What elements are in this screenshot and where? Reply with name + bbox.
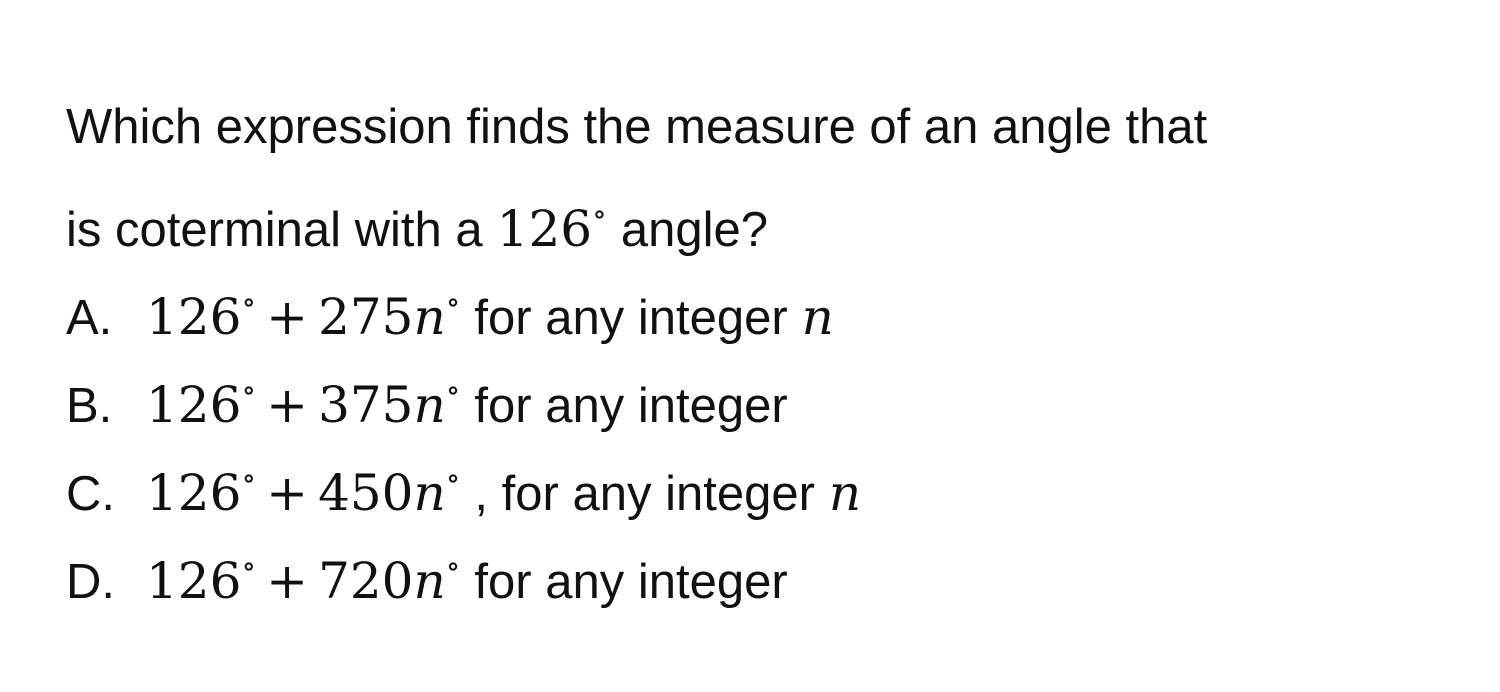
option-coefficient: 450 <box>318 464 414 522</box>
option-expression <box>146 549 461 610</box>
option-base: 126 <box>146 288 242 346</box>
option-b[interactable] <box>66 346 788 436</box>
option-tail-variable: n <box>801 288 834 346</box>
degree-symbol: ∘ <box>445 285 461 320</box>
option-coefficient: 720 <box>318 552 414 610</box>
angle-value-math <box>496 197 607 258</box>
option-coefficient: 275 <box>318 288 414 346</box>
option-expression <box>146 373 461 434</box>
degree-symbol: ∘ <box>241 373 257 408</box>
degree-symbol: ∘ <box>241 461 257 496</box>
plus-operator: + <box>266 376 309 434</box>
question-text-line-1 <box>66 82 1207 172</box>
question-line-1: Which expression finds the measure of an angle that <box>66 100 1208 154</box>
option-expression <box>146 285 461 346</box>
option-letter: C. <box>66 467 115 521</box>
option-suffix: for any integer <box>474 555 788 609</box>
degree-symbol: ∘ <box>445 461 461 496</box>
option-letter: B. <box>66 379 113 433</box>
option-c[interactable] <box>66 434 875 524</box>
option-base: 126 <box>146 376 242 434</box>
option-tail-variable: n <box>828 464 862 522</box>
option-base: 126 <box>146 552 242 610</box>
option-tail-math <box>802 288 834 346</box>
degree-symbol: ∘ <box>445 549 461 584</box>
option-suffix: for any integer <box>474 291 788 345</box>
question-text-line-2 <box>66 170 768 260</box>
degree-symbol: ∘ <box>241 285 257 320</box>
option-a[interactable] <box>66 258 848 348</box>
option-variable: n <box>413 464 446 522</box>
plus-operator: + <box>266 288 309 346</box>
plus-operator: + <box>266 552 309 610</box>
degree-symbol: ∘ <box>241 549 257 584</box>
question-line-2-before: is coterminal with a <box>66 203 483 257</box>
angle-value: 126 <box>496 200 593 258</box>
option-variable: n <box>413 552 446 610</box>
option-letter: D. <box>66 555 115 609</box>
plus-operator: + <box>266 464 309 522</box>
option-variable: n <box>413 376 446 434</box>
option-base: 126 <box>146 464 242 522</box>
option-expression <box>146 461 461 522</box>
option-coefficient: 375 <box>318 376 414 434</box>
option-suffix: for any integer <box>474 379 788 433</box>
degree-symbol: ∘ <box>592 197 607 232</box>
degree-symbol: ∘ <box>445 373 461 408</box>
question-line-2-after: angle? <box>620 203 768 257</box>
option-letter: A. <box>66 291 113 345</box>
option-d[interactable] <box>66 522 788 612</box>
option-suffix: , for any integer <box>474 467 815 521</box>
option-variable: n <box>413 288 446 346</box>
option-tail-math <box>829 464 861 522</box>
